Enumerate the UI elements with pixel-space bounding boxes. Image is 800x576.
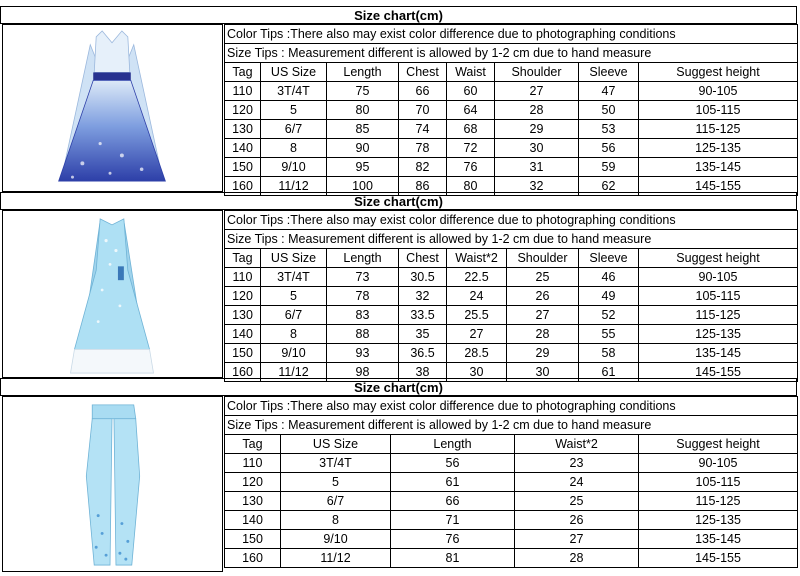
table-cell: 5: [261, 287, 327, 306]
header-cell: Tag: [225, 249, 261, 268]
table-cell: 3T/4T: [261, 268, 327, 287]
table-cell: 130: [225, 306, 261, 325]
header-cell: Length: [391, 435, 515, 454]
table-cell: 160: [225, 363, 261, 382]
table-cell: 160: [225, 549, 281, 568]
table-cell: 88: [327, 325, 399, 344]
table-cell: 135-145: [639, 158, 798, 177]
header-cell: Waist: [447, 63, 495, 82]
table-cell: 36.5: [399, 344, 447, 363]
table-cell: 130: [225, 120, 261, 139]
table-cell: 26: [515, 511, 639, 530]
table-cell: 105-115: [639, 287, 798, 306]
table-cell: 61: [391, 473, 515, 492]
table-cell: 22.5: [447, 268, 507, 287]
table-cell: 110: [225, 82, 261, 101]
table-cell: 120: [225, 473, 281, 492]
table-cell: 30: [507, 363, 579, 382]
table-cell: 90-105: [639, 82, 798, 101]
table-cell: 59: [579, 158, 639, 177]
table-cell: 24: [515, 473, 639, 492]
table-cell: 125-135: [639, 511, 798, 530]
table-cell: 27: [447, 325, 507, 344]
size-tip: Size Tips : Measurement different is allowed by 1-2 cm due to hand measure: [225, 230, 798, 249]
table-cell: 11/12: [261, 363, 327, 382]
table-cell: 98: [327, 363, 399, 382]
table-cell: 30: [495, 139, 579, 158]
table-cell: 150: [225, 530, 281, 549]
table-cell: 70: [399, 101, 447, 120]
table-cell: 150: [225, 158, 261, 177]
table-cell: 100: [327, 177, 399, 196]
table-cell: 110: [225, 268, 261, 287]
table-cell: 75: [327, 82, 399, 101]
table-cell: 56: [391, 454, 515, 473]
table-row: [225, 139, 798, 158]
table-cell: 145-155: [639, 177, 798, 196]
table-cell: 25: [507, 268, 579, 287]
table-cell: 8: [281, 511, 391, 530]
table-cell: 78: [327, 287, 399, 306]
header-cell: Sleeve: [579, 249, 639, 268]
table-row: [225, 473, 798, 492]
table-cell: 130: [225, 492, 281, 511]
table-cell: 5: [281, 473, 391, 492]
table-cell: 90-105: [639, 268, 798, 287]
table-cell: 3T/4T: [261, 82, 327, 101]
table-cell: 9/10: [281, 530, 391, 549]
header-cell: Waist*2: [515, 435, 639, 454]
table-cell: 115-125: [639, 306, 798, 325]
table-cell: 28: [515, 549, 639, 568]
table-cell: 83: [327, 306, 399, 325]
table-row: [225, 492, 798, 511]
table-cell: 28.5: [447, 344, 507, 363]
header-cell: Suggest height: [639, 63, 798, 82]
header-cell: US Size: [281, 435, 391, 454]
table-cell: 64: [447, 101, 495, 120]
table-row: [225, 158, 798, 177]
table-row: [225, 101, 798, 120]
table-cell: 95: [327, 158, 399, 177]
header-cell: Chest: [399, 63, 447, 82]
table-cell: 81: [391, 549, 515, 568]
table-cell: 66: [399, 82, 447, 101]
table-cell: 140: [225, 139, 261, 158]
table-cell: 60: [447, 82, 495, 101]
table-cell: 125-135: [639, 325, 798, 344]
table-cell: 90-105: [639, 454, 798, 473]
table-cell: 30.5: [399, 268, 447, 287]
header-cell: Length: [327, 63, 399, 82]
table-cell: 3T/4T: [281, 454, 391, 473]
table-cell: 86: [399, 177, 447, 196]
table-cell: 27: [515, 530, 639, 549]
table-cell: 62: [579, 177, 639, 196]
table-cell: 56: [579, 139, 639, 158]
header-cell: Shoulder: [495, 63, 579, 82]
table-cell: 140: [225, 325, 261, 344]
size-tip: Size Tips : Measurement different is allowed by 1-2 cm due to hand measure: [225, 416, 798, 435]
header-cell: Suggest height: [639, 435, 798, 454]
table-cell: 47: [579, 82, 639, 101]
table-row: [225, 344, 798, 363]
table-cell: 55: [579, 325, 639, 344]
table-cell: 27: [507, 306, 579, 325]
table-cell: 115-125: [639, 492, 798, 511]
table-cell: 24: [447, 287, 507, 306]
table-cell: 140: [225, 511, 281, 530]
table-cell: 25.5: [447, 306, 507, 325]
table-cell: 93: [327, 344, 399, 363]
table-cell: 82: [399, 158, 447, 177]
table-cell: 27: [495, 82, 579, 101]
table-cell: 8: [261, 325, 327, 344]
table-cell: 74: [399, 120, 447, 139]
table-cell: 135-145: [639, 530, 798, 549]
section-title: Size chart(cm): [0, 378, 797, 396]
table-cell: 26: [507, 287, 579, 306]
section-title: Size chart(cm): [0, 192, 797, 210]
table-cell: 125-135: [639, 139, 798, 158]
table-cell: 5: [261, 101, 327, 120]
table-row: [225, 268, 798, 287]
table-header-row: [225, 63, 798, 82]
table-cell: 78: [399, 139, 447, 158]
size-tip: Size Tips : Measurement different is allowed by 1-2 cm due to hand measure: [225, 44, 798, 63]
table-cell: 8: [261, 139, 327, 158]
header-cell: Tag: [225, 63, 261, 82]
table-cell: 80: [327, 101, 399, 120]
dress-light-blue-image: [2, 210, 223, 378]
table-cell: 150: [225, 344, 261, 363]
table-cell: 46: [579, 268, 639, 287]
table-cell: 120: [225, 101, 261, 120]
table-row: [225, 287, 798, 306]
table-cell: 9/10: [261, 344, 327, 363]
table-cell: 53: [579, 120, 639, 139]
size-table-dress-blue: [224, 24, 798, 196]
table-row: [225, 454, 798, 473]
table-cell: 80: [447, 177, 495, 196]
table-row: [225, 511, 798, 530]
table-cell: 11/12: [261, 177, 327, 196]
header-cell: US Size: [261, 249, 327, 268]
table-row: [225, 325, 798, 344]
header-cell: Shoulder: [507, 249, 579, 268]
table-cell: 135-145: [639, 344, 798, 363]
header-cell: Suggest height: [639, 249, 798, 268]
table-cell: 31: [495, 158, 579, 177]
table-cell: 160: [225, 177, 261, 196]
header-cell: Tag: [225, 435, 281, 454]
table-cell: 58: [579, 344, 639, 363]
header-cell: US Size: [261, 63, 327, 82]
table-row: [225, 549, 798, 568]
table-cell: 28: [507, 325, 579, 344]
table-cell: 73: [327, 268, 399, 287]
header-cell: Chest: [399, 249, 447, 268]
table-cell: 66: [391, 492, 515, 511]
table-cell: 32: [399, 287, 447, 306]
table-cell: 23: [515, 454, 639, 473]
dress-blue-image: [2, 24, 223, 192]
table-cell: 29: [495, 120, 579, 139]
leggings-image: [2, 396, 223, 572]
color-tip: Color Tips :There also may exist color difference due to photographing conditions: [225, 397, 798, 416]
table-cell: 71: [391, 511, 515, 530]
table-cell: 68: [447, 120, 495, 139]
table-row: [225, 82, 798, 101]
table-cell: 85: [327, 120, 399, 139]
table-cell: 110: [225, 454, 281, 473]
color-tip: Color Tips :There also may exist color difference due to photographing conditions: [225, 25, 798, 44]
table-cell: 6/7: [261, 306, 327, 325]
table-cell: 28: [495, 101, 579, 120]
table-cell: 11/12: [281, 549, 391, 568]
section-title: Size chart(cm): [0, 6, 797, 24]
table-cell: 145-155: [639, 549, 798, 568]
size-table-dress-light: [224, 210, 798, 382]
table-cell: 105-115: [639, 101, 798, 120]
table-cell: 145-155: [639, 363, 798, 382]
table-cell: 50: [579, 101, 639, 120]
table-row: [225, 530, 798, 549]
size-table-leggings: [224, 396, 798, 568]
header-cell: Length: [327, 249, 399, 268]
table-row: [225, 306, 798, 325]
table-cell: 33.5: [399, 306, 447, 325]
table-cell: 25: [515, 492, 639, 511]
table-cell: 52: [579, 306, 639, 325]
table-cell: 6/7: [281, 492, 391, 511]
table-cell: 90: [327, 139, 399, 158]
header-cell: Sleeve: [579, 63, 639, 82]
table-cell: 32: [495, 177, 579, 196]
table-cell: 76: [391, 530, 515, 549]
table-cell: 49: [579, 287, 639, 306]
table-header-row: [225, 249, 798, 268]
table-cell: 38: [399, 363, 447, 382]
table-cell: 115-125: [639, 120, 798, 139]
header-cell: Waist*2: [447, 249, 507, 268]
table-cell: 9/10: [261, 158, 327, 177]
table-cell: 30: [447, 363, 507, 382]
color-tip: Color Tips :There also may exist color difference due to photographing conditions: [225, 211, 798, 230]
table-cell: 72: [447, 139, 495, 158]
table-cell: 61: [579, 363, 639, 382]
table-cell: 29: [507, 344, 579, 363]
table-cell: 120: [225, 287, 261, 306]
table-cell: 105-115: [639, 473, 798, 492]
table-cell: 6/7: [261, 120, 327, 139]
table-header-row: [225, 435, 798, 454]
table-row: [225, 120, 798, 139]
table-cell: 35: [399, 325, 447, 344]
table-cell: 76: [447, 158, 495, 177]
